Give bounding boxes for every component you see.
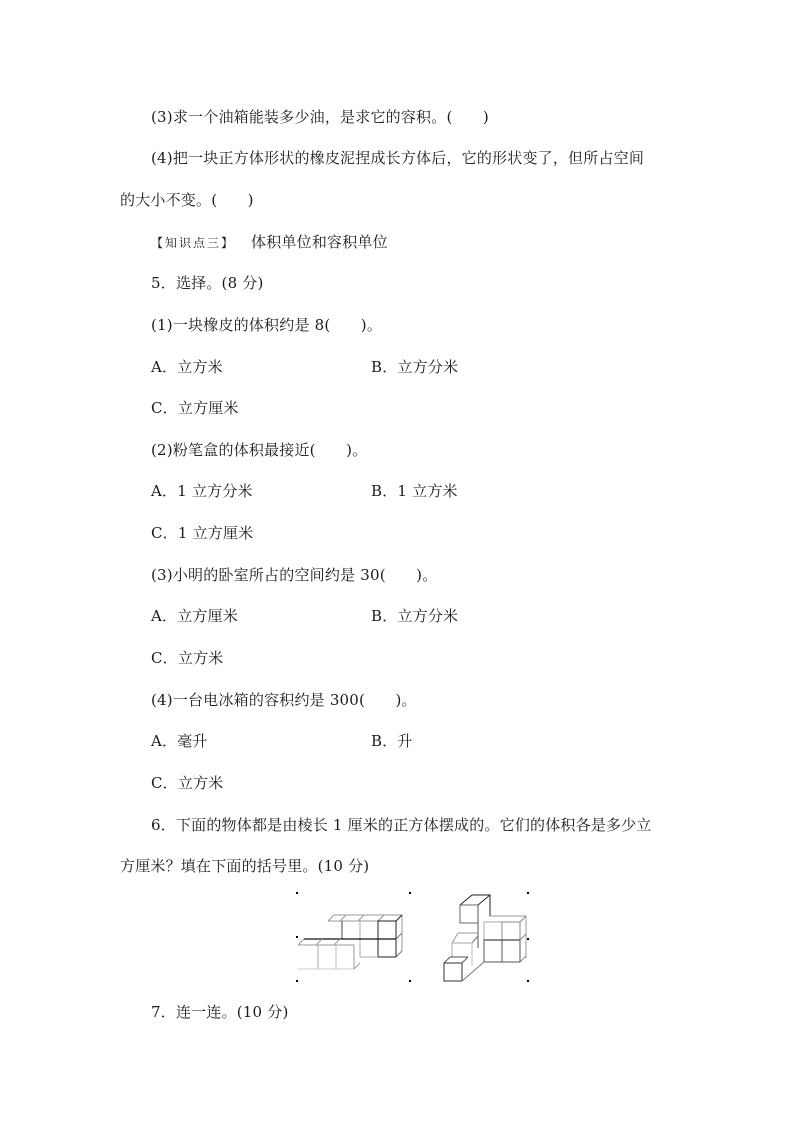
q5-4-option-a: A．毫升 <box>151 732 208 750</box>
q5-4-stem: (4)一台电冰箱的容积约是 300( )。 <box>151 691 417 709</box>
q5-2-stem: (2)粉笔盒的体积最接近( )。 <box>151 441 368 459</box>
q5-4-option-b: B．升 <box>371 732 413 750</box>
q5-1-option-a: A．立方米 <box>151 358 223 376</box>
knowledge-point-tag: 【知识点三】 <box>151 236 236 250</box>
judgement-q4-line2: 的大小不变。( ) <box>120 191 254 209</box>
q6-line2: 方厘米？填在下面的括号里。(10 分) <box>120 857 370 875</box>
q5-heading: 5．选择。(8 分) <box>151 274 264 292</box>
q5-4-option-c: C．立方米 <box>151 774 224 792</box>
judgement-q3: (3)求一个油箱能装多少油，是求它的容积。( ) <box>151 108 489 126</box>
q5-3-stem: (3)小明的卧室所占的空间约是 30( )。 <box>151 566 438 584</box>
q6-line1: 6．下面的物体都是由棱长 1 厘米的正方体摆成的。它们的体积各是多少立 <box>151 816 652 834</box>
q5-2-option-b: B．1 立方米 <box>371 482 458 500</box>
q5-2-option-a: A．1 立方分米 <box>151 482 253 500</box>
cube-figure-2 <box>432 888 537 988</box>
knowledge-point-heading <box>151 232 388 253</box>
cube-figure-1-drawing <box>292 888 417 988</box>
cube-figure-2-drawing <box>432 888 537 988</box>
judgement-q4-line1: (4)把一块正方体形状的橡皮泥捏成长方体后，它的形状变了，但所占空间 <box>151 149 645 167</box>
q5-3-option-a: A．立方厘米 <box>151 607 239 625</box>
q5-1-option-c: C．立方厘米 <box>151 399 239 417</box>
q5-1-stem: (1)一块橡皮的体积约是 8( )。 <box>151 316 383 334</box>
q5-2-option-c: C．1 立方厘米 <box>151 524 254 542</box>
q7-heading: 7．连一连。(10 分) <box>151 1003 289 1021</box>
cube-figure-1 <box>292 888 417 988</box>
q5-1-option-b: B．立方分米 <box>371 358 459 376</box>
q5-3-option-b: B．立方分米 <box>371 607 459 625</box>
knowledge-point-title: 体积单位和容积单位 <box>251 233 388 251</box>
q5-3-option-c: C．立方米 <box>151 649 224 667</box>
